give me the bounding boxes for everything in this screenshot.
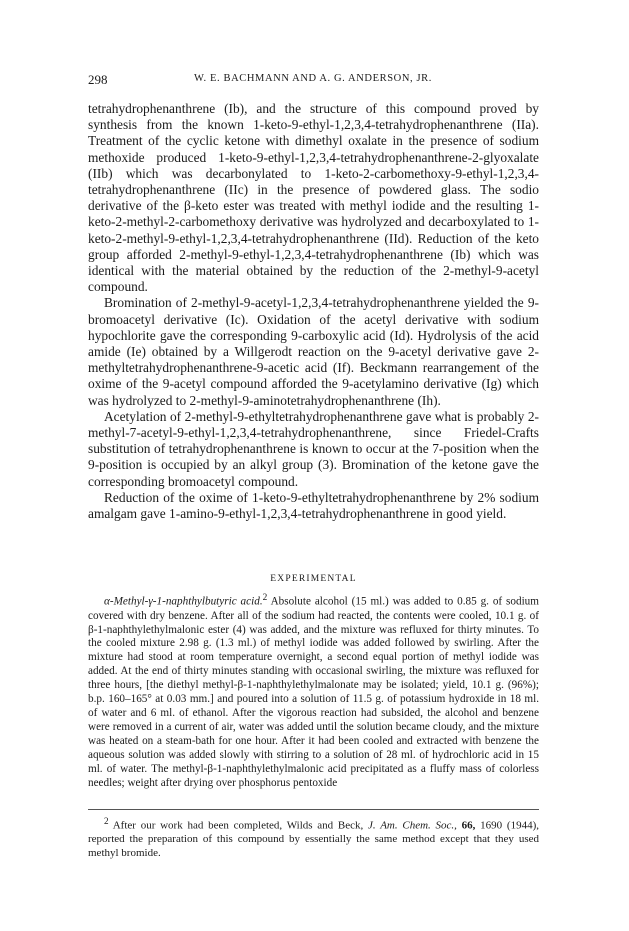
footnote (88, 815, 539, 861)
footnote-marker: 2 (104, 816, 109, 826)
footnote-text-after: 1690 (1944), reported the preparation of this compound by essentially the same method except that they used methyl bromide. (88, 819, 539, 860)
section-heading-experimental: EXPERIMENTAL (270, 574, 357, 584)
body-paragraph: Acetylation of 2-methyl-9-ethyltetrahydrophenanthrene gave what is probably 2-methyl-7-acetyl-9-ethyl-1,2,3,4-tetrahydrophenanthrene, since Friedel-Crafts substitution of tetrahydrophenanthrene is known to occur at the 7-position when the 9-position is occupied by an alkyl group (3). Bromination of the ketone gave the corresponding bromoacetyl compound. (88, 408, 539, 489)
footnote-journal: J. Am. Chem. Soc., (368, 819, 457, 832)
body-paragraph: tetrahydrophenanthrene (Ib), and the structure of this compound proved by synthesis from the known 1-keto-9-ethyl-1,2,3,4-tetrahydrophenanthrene (IIa). Treatment of the cyclic ketone with dimethyl oxalate in the presence of sodium methoxide produced 1-keto-9-ethyl-1,2,3,4-tetrahydrophenanthrene-2-glyoxalate (IIb) which was decarbonylated to 1-keto-2-carbomethoxy-9-ethyl-1,2,3,4-tetrahydrophenanthrene (IIc) in the presence of powdered glass. The sodio derivative of the β-keto ester was treated with methyl iodide and the resulting 1-keto-2-methyl-2-carbomethoxy derivative was hydrolyzed and decarboxylated to 1-keto-2-methyl-9-ethyl-1,2,3,4-tetrahydrophenanthrene (IId). Reduction of the keto group afforded 2-methyl-9-ethyl-1,2,3,4-tetrahydrophenanthrene (Ib) which was identical with the material obtained by the reduction of the 2-methyl-9-acetyl compound. (88, 101, 539, 295)
body-paragraph: Reduction of the oxime of 1-keto-9-ethyltetrahydrophenanthrene by 2% sodium amalgam gave 1-amino-9-ethyl-1,2,3,4-tetrahydrophenanthrene in good yield. (88, 489, 539, 522)
footnote-volume: 66, (461, 819, 476, 832)
footnote-rule (88, 809, 539, 810)
running-head: W. E. BACHMANN AND A. G. ANDERSON, JR. (194, 73, 432, 84)
body-paragraph: Bromination of 2-methyl-9-acetyl-1,2,3,4-tetrahydrophenanthrene yielded the 9-bromoacetyl derivative (Ic). Oxidation of the acetyl derivative with sodium hypochlorite gave the corresponding 9-carboxylic acid (Id). Hydrolysis of the acid amide (Ie) obtained by a Willgerodt reaction on the 9-acetyl derivative gave 2-methyltetrahydrophenanthrene-9-acetic acid (If). Beckmann rearrangement of the oxime of the 9-acetyl compound afforded the 9-acetylamino derivative (Ig) which was hydrolyzed to 2-methyl-9-aminotetrahydrophenanthrene (Ih). (88, 295, 539, 408)
footnote-paragraph (88, 815, 539, 861)
footnote-ref: 2 (262, 593, 268, 603)
body-text (88, 101, 539, 522)
compound-title: α-Methyl-γ-1-naphthylbutyric acid. (104, 595, 263, 608)
footnote-text-before: After our work had been completed, Wilds and Beck, (112, 819, 364, 832)
experimental-body: Absolute alcohol (15 ml.) was added to 0.85 g. of sodium covered with dry benzene. After all of the sodium had reacted, the contents were cooled, 10.1 g. of β-1-naphthylethylmalonic ester (4) was added, and the mixture was refluxed for thirty minutes. To the cooled mixture 2.98 g. (1.3 ml.) of methyl iodide was added followed by swirling. After the mixture had stood at room temperature overnight, a second equal portion of methyl iodide was added. At the end of thirty minutes standing with occasional swirling, the mixture was refluxed for three hours, [the diethyl methyl-β-1-naphthylethylmalonate may be isolated; yield, 10.1 g. (96%); b.p. 160–165° at 0.03 mm.] and poured into a solution of 11.5 g. of potassium hydroxide in 18 ml. of water and 6 ml. of ethanol. After the vigorous reaction had subsided, the alcohol and benzene were removed in a current of air, water was added until the solution became cloudy, and the mixture was heated on a steam-bath for one hour. After it had been cooled and extracted with benzene the aqueous solution was added slowly with stirring to a solution of 28 ml. of hydrochloric acid in 15 ml. of water. The methyl-β-1-naphthylethylmalonic acid precipitated as a fluffy mass of colorless needles; weight after drying over phosphorus pentoxide (88, 595, 539, 789)
experimental-paragraph (88, 592, 539, 790)
experimental-text (88, 592, 539, 790)
page-number: 298 (88, 72, 108, 87)
page-header (88, 72, 538, 90)
